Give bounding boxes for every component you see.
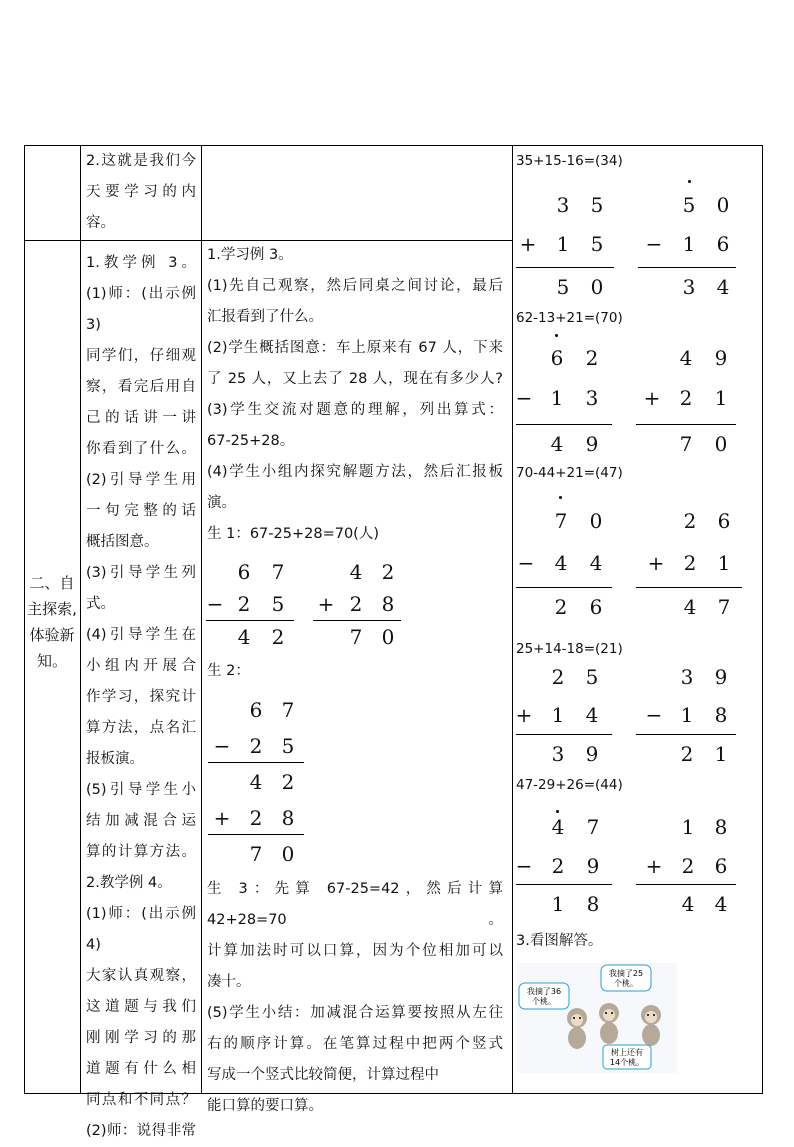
digit: 4 [551, 815, 565, 839]
monkeys-illustration [517, 963, 677, 1073]
digit: 2 [249, 806, 263, 830]
text-line: 这道题与我们 [86, 999, 196, 1015]
vertical-calc-line [516, 424, 612, 425]
digit: 4 [237, 625, 251, 649]
digit: 0 [714, 432, 728, 456]
digit: 6 [716, 232, 730, 256]
vertical-calc-line [208, 762, 304, 763]
digit: 9 [586, 854, 600, 878]
text-line: 演。 [207, 495, 236, 511]
digit: 4 [550, 432, 564, 456]
operator: + [643, 386, 661, 410]
digit: 7 [281, 698, 295, 722]
text-line: (1)先自己观察，然后同桌之间讨论，最后 [207, 278, 503, 294]
text-line: 算的计算方法。 [86, 844, 196, 860]
digit: 0 [590, 275, 604, 299]
digit: 1 [550, 386, 564, 410]
digit: 7 [554, 509, 568, 533]
digit: 4 [554, 551, 568, 575]
digit: 1 [714, 742, 728, 766]
operator: − [645, 232, 663, 256]
digit: 4 [681, 892, 695, 916]
digit: 5 [590, 193, 604, 217]
digit: 2 [683, 509, 697, 533]
text-line: 计算加法时可以口算，因为个位相加可以 [207, 943, 503, 959]
digit: 2 [551, 665, 565, 689]
digit: 6 [550, 346, 564, 370]
digit: 1 [717, 551, 731, 575]
section3-label: 3.看图解答。 [516, 933, 603, 949]
text-line: 刚刚学习的那 [86, 1030, 196, 1046]
digit: 5 [281, 734, 295, 758]
operator: − [206, 592, 224, 616]
bubble-text: 我摘了36 [526, 987, 562, 996]
operator: − [515, 854, 533, 878]
bubble-text: 树上还有 [611, 1048, 643, 1057]
digit: 4 [249, 770, 263, 794]
equation-label: 25+14-18=(21) [516, 641, 623, 657]
text-line: 汇报看到了什么。 [207, 309, 323, 325]
vertical-calc-line [516, 267, 614, 268]
col-divider [80, 146, 81, 1093]
digit: 7 [679, 432, 693, 456]
text-line: (2)师：说得非常 [86, 1123, 196, 1139]
student-column-intro [207, 240, 503, 550]
text-line: 了 25 人，又上去了 28 人，现在有多少人? [207, 371, 503, 387]
vertical-calc-line [313, 620, 401, 621]
digit: 4 [714, 892, 728, 916]
digit: 0 [589, 509, 603, 533]
digit: 8 [381, 592, 395, 616]
speech-bubble-right [601, 965, 651, 991]
operator: − [645, 703, 663, 727]
text-line: 能口算的要口算。 [207, 1098, 323, 1114]
operator: + [213, 806, 231, 830]
text-line: 道题有什么相 [86, 1061, 196, 1077]
digit: 5 [682, 193, 696, 217]
text-line: (5)学生小结：加减混合运算要按照从左往 [207, 1005, 503, 1021]
borrow-dot [555, 334, 558, 337]
text-line: 你看到了什么。 [86, 441, 196, 457]
borrow-dot [559, 496, 562, 499]
digit: 7 [249, 842, 263, 866]
digit: 4 [585, 703, 599, 727]
digit: 8 [714, 815, 728, 839]
digit: 1 [551, 892, 565, 916]
text-line: 凑十。 [207, 974, 251, 990]
text-line: 生 1：67-25+28=70(人) [207, 526, 379, 542]
text-line: (1)师：(出示例4) [86, 906, 196, 953]
text-line: 1.教学例 3。 [86, 255, 196, 271]
digit: 6 [717, 509, 731, 533]
text-line: 式。 [86, 596, 115, 612]
digit: 2 [554, 595, 568, 619]
text-line: 天要学习的内 [86, 184, 196, 200]
text-line: (5)引导学生小 [86, 782, 196, 798]
digit: 2 [237, 592, 251, 616]
digit: 2 [249, 734, 263, 758]
text-line: 2.这就是我们今 [86, 153, 196, 169]
text-line: (2)引导学生用 [86, 472, 196, 488]
digit: 2 [551, 854, 565, 878]
text-line: 容。 [86, 215, 115, 231]
digit: 1 [556, 232, 570, 256]
bubble-text: 个桃。 [614, 979, 638, 988]
digit: 4 [683, 595, 697, 619]
vertical-calc-line [636, 424, 736, 425]
digit: 3 [585, 386, 599, 410]
equation-label: 70-44+21=(47) [516, 465, 623, 481]
digit: 3 [680, 665, 694, 689]
digit: 6 [249, 698, 263, 722]
digit: 0 [281, 842, 295, 866]
student-column-summary [207, 874, 503, 1122]
row1-teacher-text [86, 146, 196, 239]
text-line: 算方法，点名汇 [86, 720, 196, 736]
text-line: (1)师：(出示例3) [86, 286, 196, 333]
vertical-calc-line [636, 587, 742, 588]
text-line: 67-25+28。 [207, 433, 295, 449]
student-2-label: 生 2： [207, 663, 250, 679]
digit: 2 [281, 770, 295, 794]
operator: − [515, 386, 533, 410]
digit: 7 [586, 815, 600, 839]
operator: − [213, 734, 231, 758]
vertical-calc-line [516, 734, 612, 735]
operator: + [647, 551, 665, 575]
operator: + [645, 854, 663, 878]
text-line: 生 3：先算 67-25=42，然后计算 42+28=70。 [207, 881, 503, 928]
text-line: (4)引导学生在 [86, 627, 196, 643]
operator: − [517, 551, 535, 575]
digit: 5 [271, 592, 285, 616]
digit: 3 [682, 275, 696, 299]
text-line: 报板演。 [86, 751, 144, 767]
digit: 1 [714, 386, 728, 410]
digit: 1 [682, 232, 696, 256]
digit: 8 [586, 892, 600, 916]
text-line: 写成一个竖式比较简便，计算过程中 [207, 1067, 439, 1083]
digit: 2 [680, 742, 694, 766]
text-line: 己的话讲一讲 [86, 410, 196, 426]
digit: 6 [589, 595, 603, 619]
digit: 3 [556, 193, 570, 217]
digit: 5 [590, 232, 604, 256]
text-line: (2)学生概括图意：车上原来有 67 人，下来 [207, 340, 503, 356]
digit: 2 [681, 854, 695, 878]
vertical-calc-line [636, 884, 736, 885]
text-line: 作学习，探究计 [86, 689, 196, 705]
section-label: 二、自主探索,体验新知。 [27, 574, 77, 670]
vertical-calc-line [638, 267, 736, 268]
digit: 2 [679, 386, 693, 410]
speech-bubble-left [519, 983, 569, 1009]
digit: 7 [349, 625, 363, 649]
speech-bubble-bottom [603, 1045, 651, 1069]
equation-label: 35+15-16=(34) [516, 153, 623, 169]
text-line: 1.学习例 3。 [207, 247, 293, 263]
digit: 9 [714, 665, 728, 689]
digit: 2 [381, 560, 395, 584]
text-line: 概括图意。 [86, 534, 159, 550]
text-line: (4)学生小组内探究解题方法，然后汇报板 [207, 464, 503, 480]
digit: 2 [683, 551, 697, 575]
text-line: 2.教学例 4。 [86, 875, 172, 891]
digit: 0 [381, 625, 395, 649]
digit: 5 [585, 665, 599, 689]
digit: 2 [349, 592, 363, 616]
digit: 3 [551, 742, 565, 766]
borrow-dot [688, 180, 691, 183]
digit: 9 [585, 432, 599, 456]
digit: 5 [556, 275, 570, 299]
digit: 2 [271, 625, 285, 649]
text-line: 右的顺序计算。在笔算过程中把两个竖式 [207, 1036, 503, 1052]
teacher-column [86, 248, 196, 1147]
digit: 6 [714, 854, 728, 878]
vertical-calc-line [636, 734, 736, 735]
vertical-calc-line [206, 620, 294, 621]
digit: 4 [716, 275, 730, 299]
text-line: 小组内开展合 [86, 658, 196, 674]
text-line: (3)引导学生列 [86, 565, 196, 581]
operator: + [515, 703, 533, 727]
vertical-calc-line [516, 884, 612, 885]
bubble-text: 14个桃。 [609, 1058, 645, 1067]
digit: 7 [271, 560, 285, 584]
digit: 4 [349, 560, 363, 584]
digit: 4 [589, 551, 603, 575]
digit: 1 [680, 703, 694, 727]
text-line: 大家认真观察， [86, 968, 196, 984]
equation-label: 62-13+21=(70) [516, 310, 623, 326]
digit: 7 [717, 595, 731, 619]
digit: 6 [237, 560, 251, 584]
bubble-text: 我摘了25 [608, 969, 644, 978]
text-line: 察，看完后用自 [86, 379, 196, 395]
bubble-text: 个桃。 [532, 997, 556, 1006]
equation-label: 47-29+26=(44) [516, 777, 623, 793]
text-line: 结加减混合运 [86, 813, 196, 829]
digit: 8 [714, 703, 728, 727]
digit: 8 [281, 806, 295, 830]
digit: 1 [681, 815, 695, 839]
text-line: 同学们，仔细观 [86, 348, 196, 364]
borrow-dot [556, 810, 559, 813]
col-divider [512, 146, 513, 1093]
text-line: 一句完整的话 [86, 503, 196, 519]
digit: 9 [585, 742, 599, 766]
text-line: 同点和不同点？ [86, 1092, 196, 1108]
vertical-calc-line [208, 834, 304, 835]
operator: + [317, 592, 335, 616]
text-line: (3)学生交流对题意的理解，列出算式： [207, 402, 503, 418]
digit: 1 [551, 703, 565, 727]
digit: 2 [585, 346, 599, 370]
col-divider [201, 146, 202, 1093]
digit: 0 [716, 193, 730, 217]
digit: 9 [714, 346, 728, 370]
operator: + [519, 232, 537, 256]
digit: 4 [679, 346, 693, 370]
vertical-calc-line [516, 587, 612, 588]
